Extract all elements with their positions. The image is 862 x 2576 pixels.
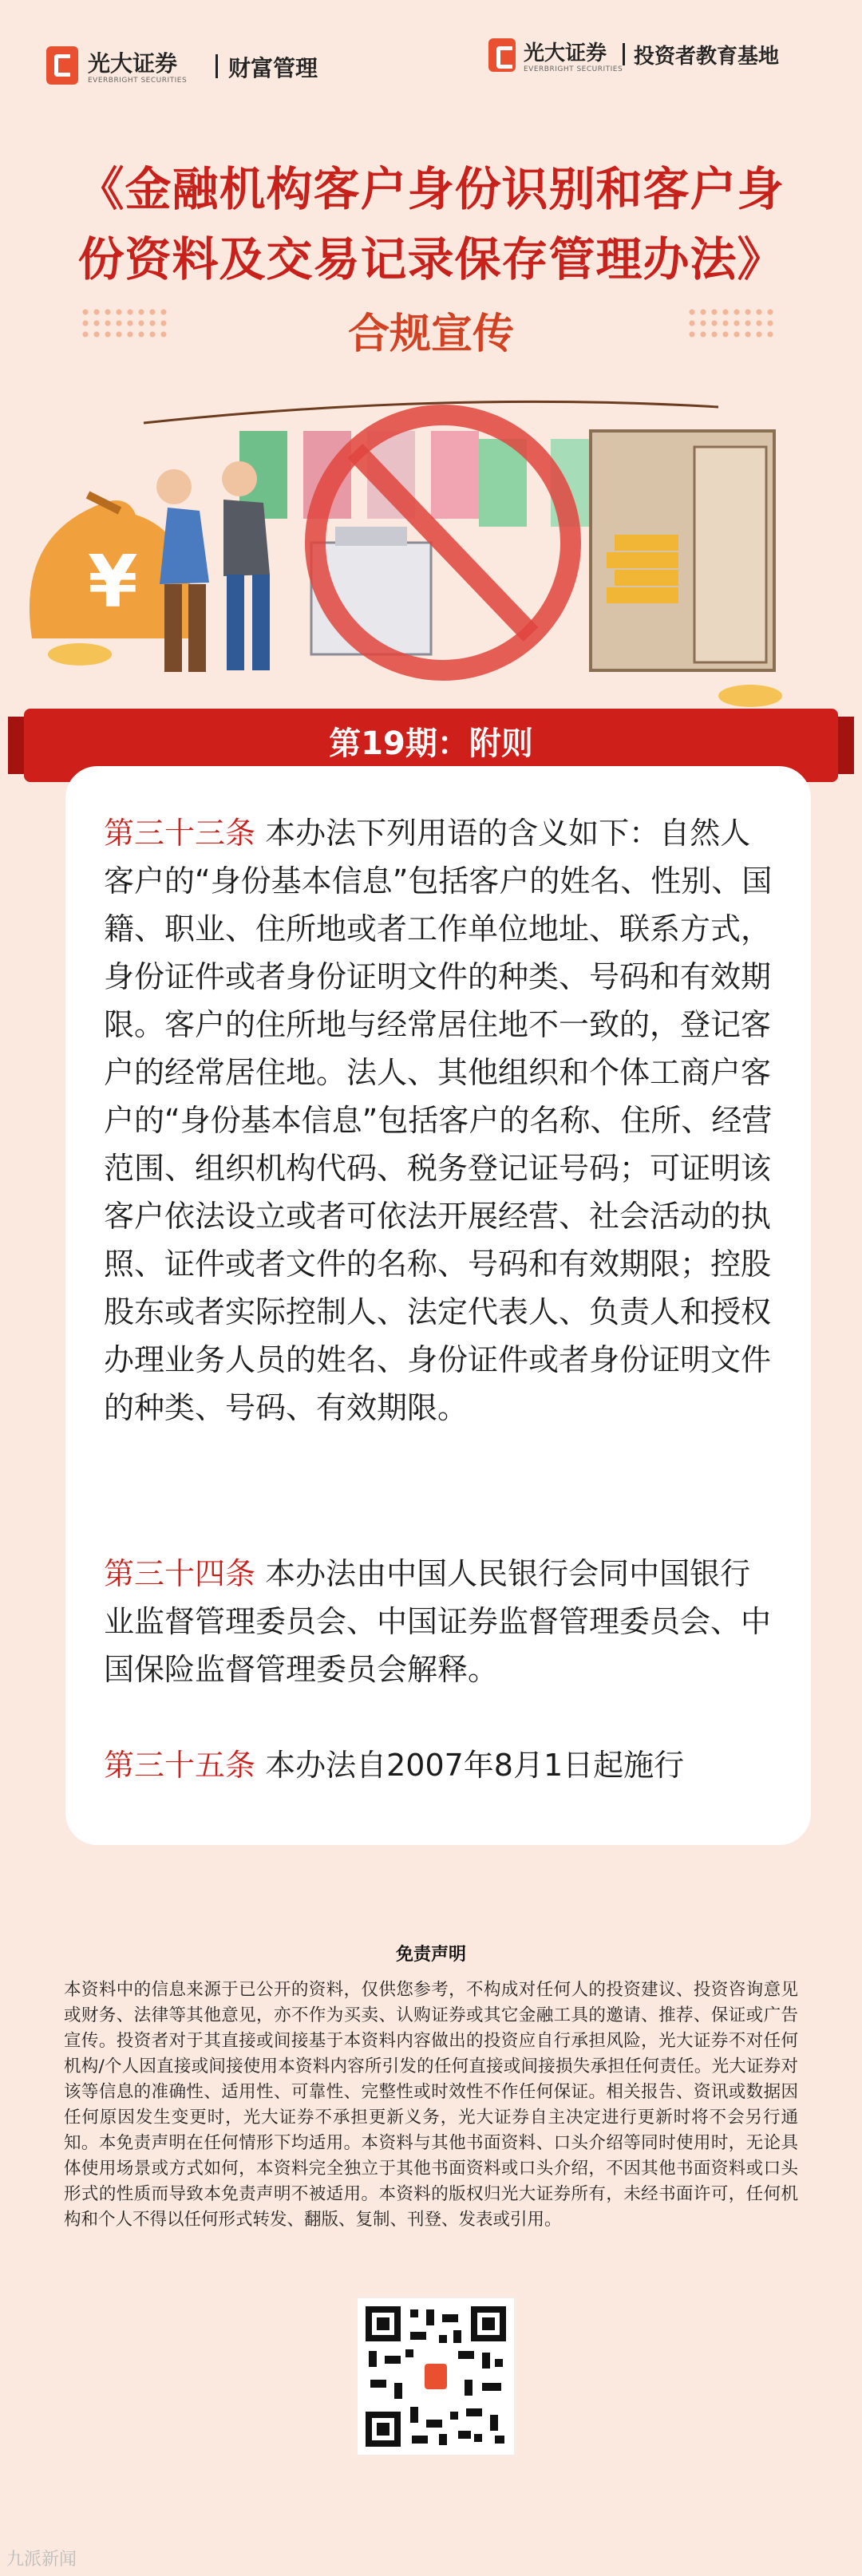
- everbright-logo-icon: [488, 38, 516, 72]
- article-text: 本办法自2007年8月1日起施行: [255, 1748, 685, 1783]
- illustration: [0, 375, 862, 710]
- title-line-2: 份资料及交易记录保存管理办法》: [77, 232, 785, 286]
- left-tag: 财富管理: [228, 55, 318, 81]
- article-text: 本办法由中国人民银行会同中国银行业监督管理委员会、中国证券监督管理委员会、中国保险监督管理委员会解释。: [104, 1556, 772, 1687]
- disclaimer-title: 免责声明: [395, 1945, 466, 1965]
- article-33: [104, 809, 774, 1432]
- header-divider: [216, 54, 218, 78]
- subtitle: 合规宣传: [347, 310, 514, 358]
- watermark: 九派新闻: [6, 2550, 77, 2570]
- left-brand-english: EVERBRIGHT SECURITIES: [88, 77, 188, 85]
- article-heading: 第三十四条: [104, 1556, 256, 1591]
- article-heading: 第三十五条: [104, 1748, 256, 1783]
- article-35: [104, 1741, 774, 1789]
- disclaimer-text: 本资料中的信息来源于已公开的资料，仅供您参考，不构成对任何人的投资建议、投资咨询意见或财务、法律等其他意见，亦不作为买卖、认购证券或其它金融工具的邀请、推荐、保证或广告宣传。投资者对于其直接或间接基于本资料内容做出的投资应自行承担风险，光大证券不对任何机构/个人因直接或间接使用本资料内容所引发的任何直接或间接损失承担任何责任。光大证券对该等信息的准确性、适用性、可靠性、完整性或时效性不作任何保证。相关报告、资讯或数据因任何原因发生变更时，光大证券不承担更新义务，光大证券自主决定进行更新时将不会另行通知。本免责声明在任何情形下均适用。本资料与其他书面资料、口头介绍等同时使用时，无论具体使用场景或方式如何，本资料完全独立于其他书面资料或口头介绍，不因其他书面资料或口头形式的性质而导致本免责声明不被适用。本资料的版权归光大证券所有，未经书面许可，任何机构和个人不得以任何形式转发、翻版、复制、刊登、发表或引用。: [64, 1980, 798, 2230]
- article-text: 本办法下列用语的含义如下：自然人客户的“身份基本信息”包括客户的姓名、性别、国籍、职业、住所地或者工作单位地址、联系方式，身份证件或者身份证明文件的种类、号码和有效期限。客户的住所地与经常居住地不一致的，登记客户的经常居住地。法人、其他组织和个体工商户客户的“身份基本信息”包括客户的名称、住所、经营范围、组织机构代码、税务登记证号码；可证明该客户依法设立或者可依法开展经营、社会活动的执照、证件或者文件的名称、号码和有效期限；控股股东或者实际控制人、法定代表人、负责人和授权办理业务人员的姓名、身份证件或者身份证明文件的种类、号码、有效期限。: [104, 816, 773, 1425]
- right-logo: [488, 38, 516, 72]
- right-brand-name: 光大证券: [524, 41, 607, 65]
- safe-with-gold-icon: [591, 431, 774, 670]
- right-brand-english: EVERBRIGHT SECURITIES: [524, 65, 623, 73]
- left-brand-name: 光大证券: [88, 50, 178, 77]
- qr-code[interactable]: [358, 2298, 514, 2455]
- article-34: [104, 1550, 774, 1693]
- left-logo: [46, 46, 78, 85]
- title-line-1: 《金融机构客户身份识别和客户身: [77, 162, 785, 216]
- everbright-logo-icon: [46, 46, 78, 85]
- svg-text:¥: ¥: [88, 540, 138, 624]
- qr-code-icon: [362, 2303, 509, 2450]
- header-divider: [623, 43, 625, 65]
- article-heading: 第三十三条: [104, 816, 256, 851]
- right-tag: 投资者教育基地: [634, 45, 780, 69]
- issue-banner-label: 第19期：附则: [329, 725, 533, 762]
